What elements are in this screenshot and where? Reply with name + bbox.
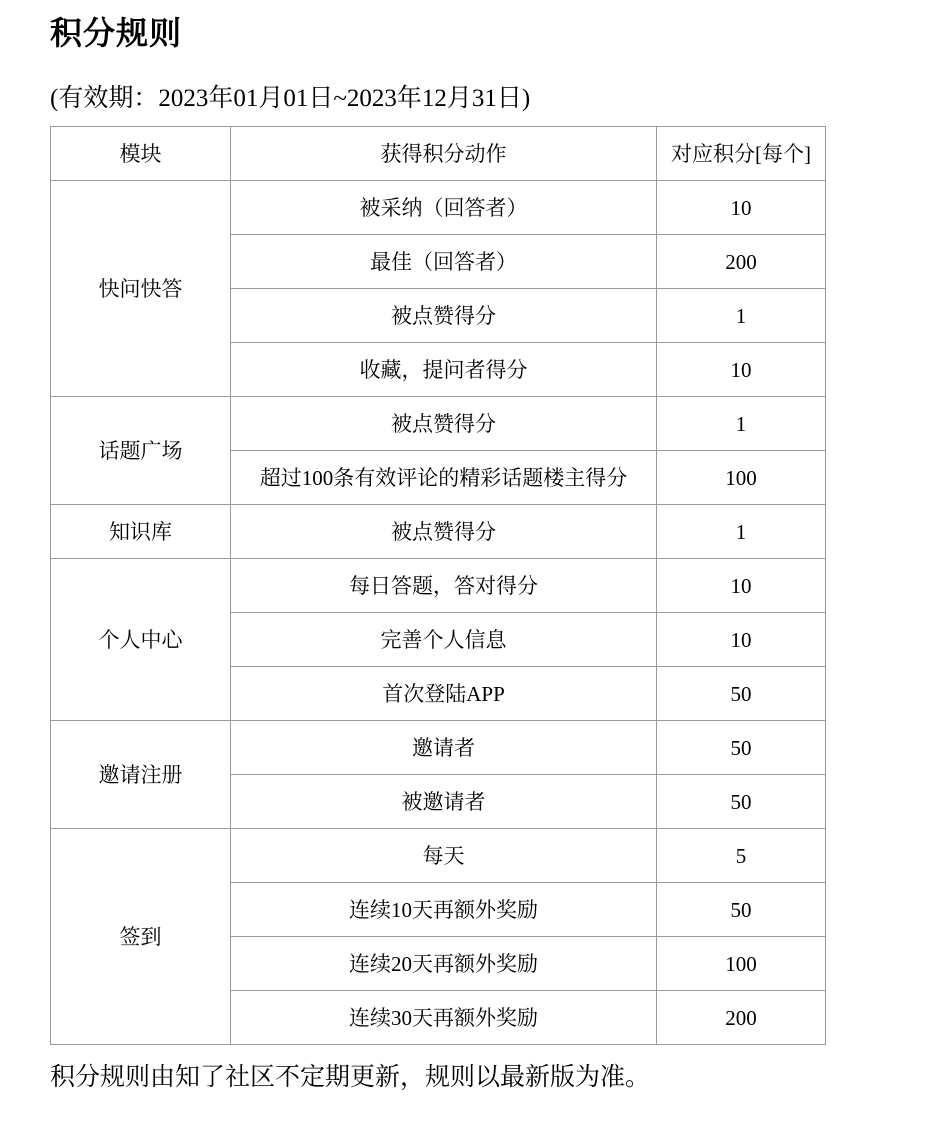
footer-note: 积分规则由知了社区不定期更新，规则以最新版为准。 xyxy=(50,1064,651,1092)
points-cell: 5 xyxy=(657,829,826,883)
points-cell: 10 xyxy=(657,613,826,667)
action-cell: 邀请者 xyxy=(231,721,657,775)
action-cell: 被点赞得分 xyxy=(231,505,657,559)
points-cell: 100 xyxy=(657,451,826,505)
table-row xyxy=(51,181,826,235)
action-cell: 被邀请者 xyxy=(231,775,657,829)
table-row xyxy=(51,721,826,775)
module-cell: 知识库 xyxy=(51,505,231,559)
points-cell: 10 xyxy=(657,559,826,613)
action-cell: 最佳（回答者） xyxy=(231,235,657,289)
action-cell: 连续20天再额外奖励 xyxy=(231,937,657,991)
points-cell: 50 xyxy=(657,667,826,721)
table-row xyxy=(51,559,826,613)
validity-period: (有效期：2023年01月01日~2023年12月31日) xyxy=(50,85,531,113)
action-cell: 完善个人信息 xyxy=(231,613,657,667)
table-row xyxy=(51,397,826,451)
points-cell: 1 xyxy=(657,397,826,451)
page-title: 积分规则 xyxy=(50,15,183,51)
points-rules-page xyxy=(0,14,927,1124)
table-row xyxy=(51,505,826,559)
action-cell: 连续10天再额外奖励 xyxy=(231,883,657,937)
action-cell: 超过100条有效评论的精彩话题楼主得分 xyxy=(231,451,657,505)
module-cell: 邀请注册 xyxy=(51,721,231,829)
action-cell: 收藏，提问者得分 xyxy=(231,343,657,397)
points-cell: 200 xyxy=(657,235,826,289)
points-cell: 50 xyxy=(657,883,826,937)
points-rules-table xyxy=(50,126,826,1045)
action-cell: 被点赞得分 xyxy=(231,397,657,451)
action-cell: 首次登陆APP xyxy=(231,667,657,721)
action-cell: 被采纳（回答者） xyxy=(231,181,657,235)
module-cell: 快问快答 xyxy=(51,181,231,397)
table-header-row xyxy=(51,127,826,181)
action-cell: 每日答题，答对得分 xyxy=(231,559,657,613)
points-cell: 50 xyxy=(657,775,826,829)
action-cell: 连续30天再额外奖励 xyxy=(231,991,657,1045)
points-cell: 100 xyxy=(657,937,826,991)
points-cell: 10 xyxy=(657,343,826,397)
points-cell: 50 xyxy=(657,721,826,775)
column-header-points: 对应积分[每个] xyxy=(657,127,826,181)
points-cell: 200 xyxy=(657,991,826,1045)
module-cell: 话题广场 xyxy=(51,397,231,505)
column-header-action: 获得积分动作 xyxy=(231,127,657,181)
module-cell: 个人中心 xyxy=(51,559,231,721)
points-cell: 1 xyxy=(657,289,826,343)
action-cell: 每天 xyxy=(231,829,657,883)
column-header-module: 模块 xyxy=(51,127,231,181)
action-cell: 被点赞得分 xyxy=(231,289,657,343)
points-cell: 10 xyxy=(657,181,826,235)
module-cell: 签到 xyxy=(51,829,231,1045)
points-cell: 1 xyxy=(657,505,826,559)
table-row xyxy=(51,829,826,883)
